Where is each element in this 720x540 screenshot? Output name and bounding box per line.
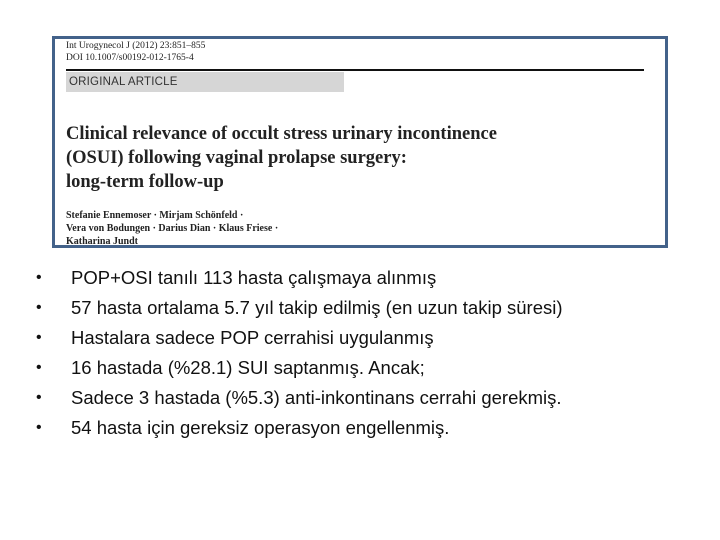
author-line: Vera von Bodungen · Darius Dian · Klaus Friese ·	[66, 223, 279, 234]
paper-title-line: long-term follow-up	[66, 172, 224, 192]
journal-citation: Int Urogynecol J (2012) 23:851–855	[66, 41, 206, 51]
article-header-image	[52, 36, 668, 248]
author-list	[66, 209, 656, 248]
bullet-dot-icon: •	[36, 419, 42, 436]
bullet-item	[36, 323, 563, 353]
bullet-text: POP+OSI tanılı 113 hasta çalışmaya alınmış	[71, 267, 437, 288]
bullet-item	[36, 413, 563, 443]
article-type-label: ORIGINAL ARTICLE	[66, 72, 344, 92]
bullet-text: 16 hastada (%28.1) SUI saptanmış. Ancak;	[71, 357, 425, 378]
paper-title-line: Clinical relevance of occult stress urinary incontinence	[66, 124, 497, 144]
bullet-item	[36, 293, 563, 323]
paper-title	[66, 122, 656, 194]
bullet-dot-icon: •	[36, 359, 42, 376]
author-line: Katharina Jundt	[66, 236, 138, 247]
bullet-item	[36, 383, 563, 413]
bullet-text: Sadece 3 hastada (%5.3) anti-inkontinans cerrahi gerekmiş.	[71, 387, 562, 408]
bullet-dot-icon: •	[36, 329, 42, 346]
paper-title-line: (OSUI) following vaginal prolapse surgery:	[66, 148, 407, 168]
bullet-text: 57 hasta ortalama 5.7 yıl takip edilmiş (en uzun takip süresi)	[71, 297, 563, 318]
bullet-dot-icon: •	[36, 299, 42, 316]
header-rule	[66, 69, 644, 71]
bullet-dot-icon: •	[36, 389, 42, 406]
bullet-dot-icon: •	[36, 269, 42, 286]
bullet-text: Hastalara sadece POP cerrahisi uygulanmış	[71, 327, 434, 348]
author-line: Stefanie Ennemoser · Mirjam Schönfeld ·	[66, 210, 244, 221]
bullet-item	[36, 263, 563, 293]
bullet-text: 54 hasta için gereksiz operasyon engellenmiş.	[71, 417, 450, 438]
bullet-item	[36, 353, 563, 383]
doi-line: DOI 10.1007/s00192-012-1765-4	[66, 53, 194, 63]
summary-bullet-list	[36, 263, 563, 443]
